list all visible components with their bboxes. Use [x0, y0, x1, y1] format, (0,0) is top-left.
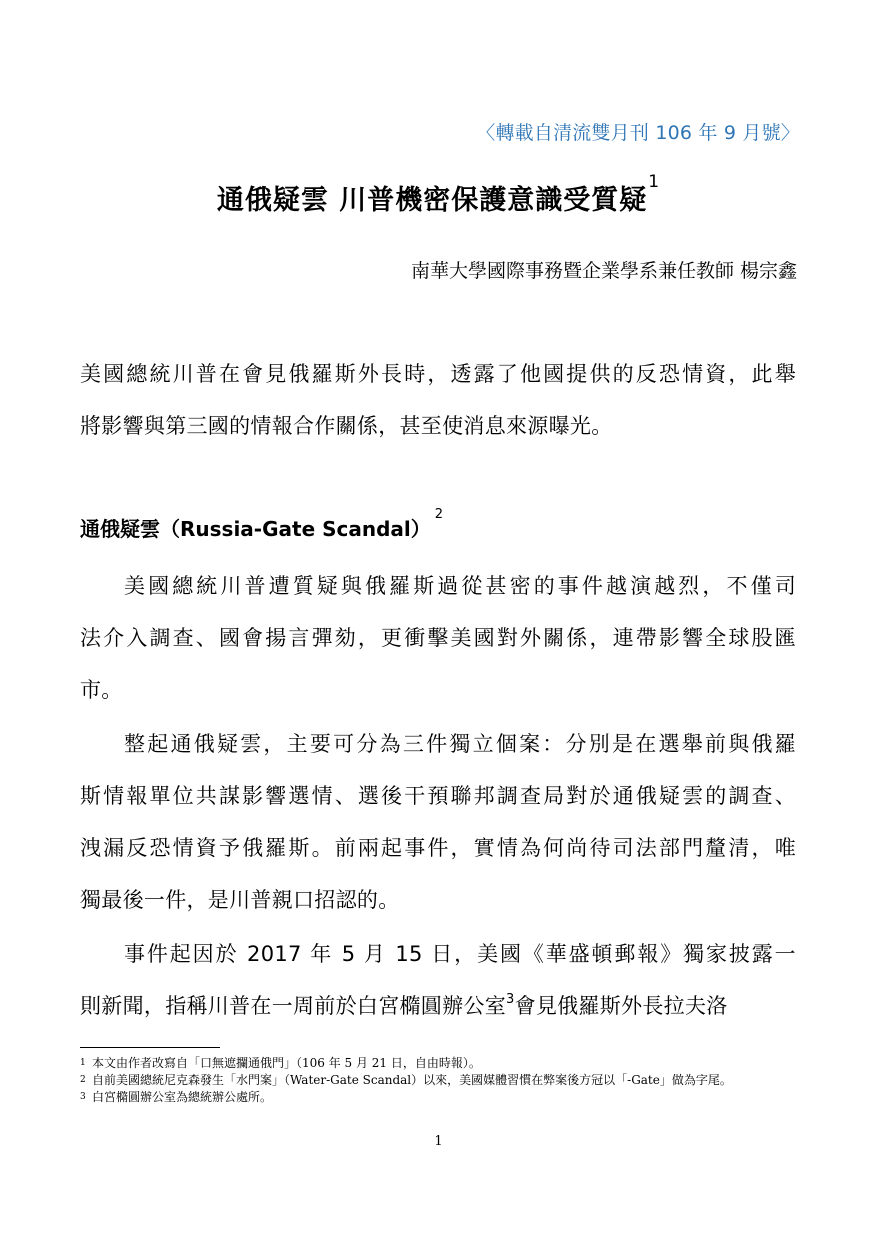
footnote-ref-3: 3 [506, 992, 515, 1007]
body-paragraph-3 [80, 928, 796, 1032]
body-paragraph-2 [80, 718, 796, 926]
p2-line-1: 整起通俄疑雲，主要可分為三件獨立個案：分別是在選舉前與俄羅 [124, 732, 796, 756]
intro-paragraph [80, 348, 796, 452]
article-title-text: 通俄疑雲 川普機密保護意識受質疑 [216, 185, 648, 216]
footnotes [80, 1055, 796, 1106]
source-note: 〈轉載自清流雙月刊 106 年 9 月號〉 [476, 122, 800, 144]
author-line: 南華大學國際事務暨企業學系兼任教師 楊宗鑫 [410, 260, 797, 282]
footnote-separator [80, 1047, 220, 1048]
p3-line-1: 事件起因於 2017 年 5 月 15 日，美國《華盛頓郵報》獨家披露一 [124, 942, 796, 966]
footnote-3 [80, 1089, 796, 1106]
p3-line-2 [80, 980, 796, 1032]
p3-line-2-start: 則新聞，指稱川普在一周前於白宮橢圓辦公室 [80, 994, 506, 1018]
footnote-text: 白宮橢圓辦公室為總統辦公處所。 [92, 1090, 273, 1104]
footnote-2 [80, 1072, 796, 1089]
footnote-number: 3 [80, 1092, 86, 1102]
footnote-number: 2 [80, 1075, 86, 1085]
footnote-ref-1: 1 [648, 172, 661, 192]
intro-line-1: 美國總統川普在會見俄羅斯外長時，透露了他國提供的反恐情資，此舉 [80, 362, 796, 386]
p3-line-2-end: 會見俄羅斯外長拉夫洛 [514, 994, 728, 1018]
footnote-1 [80, 1055, 796, 1072]
p1-line-2: 法介入調查、國會揚言彈劾，更衝擊美國對外關係，連帶影響全球股匯 [80, 626, 796, 650]
footnote-ref-2: 2 [434, 507, 444, 522]
section-heading [80, 507, 444, 542]
footnote-number: 1 [80, 1058, 86, 1068]
footnote-text: 自前美國總統尼克森發生「水門案」（Water-Gate Scandal）以來，美國媒體習慣在弊案後方冠以「-Gate」做為字尾。 [92, 1073, 732, 1087]
article-title [0, 172, 877, 217]
p2-line-3: 洩漏反恐情資予俄羅斯。前兩起事件，實情為何尚待司法部門釐清，唯 [80, 836, 796, 860]
p1-line-1: 美國總統川普遭質疑與俄羅斯過從甚密的事件越演越烈，不僅司 [124, 574, 796, 598]
p1-line-3: 市。 [80, 678, 123, 702]
page-number: 1 [434, 1134, 443, 1149]
footnote-text: 本文由作者改寫自「口無遮攔通俄門」（106 年 5 月 21 日，自由時報）。 [92, 1056, 481, 1070]
intro-line-2: 將影響與第三國的情報合作關係，甚至使消息來源曝光。 [80, 414, 613, 438]
section-heading-text: 通俄疑雲（Russia-Gate Scandal） [80, 517, 431, 541]
body-paragraph-1 [80, 560, 796, 716]
p2-line-4: 獨最後一件，是川普親口招認的。 [80, 888, 400, 912]
p2-line-2: 斯情報單位共謀影響選情、選後干預聯邦調查局對於通俄疑雲的調查、 [80, 784, 796, 808]
